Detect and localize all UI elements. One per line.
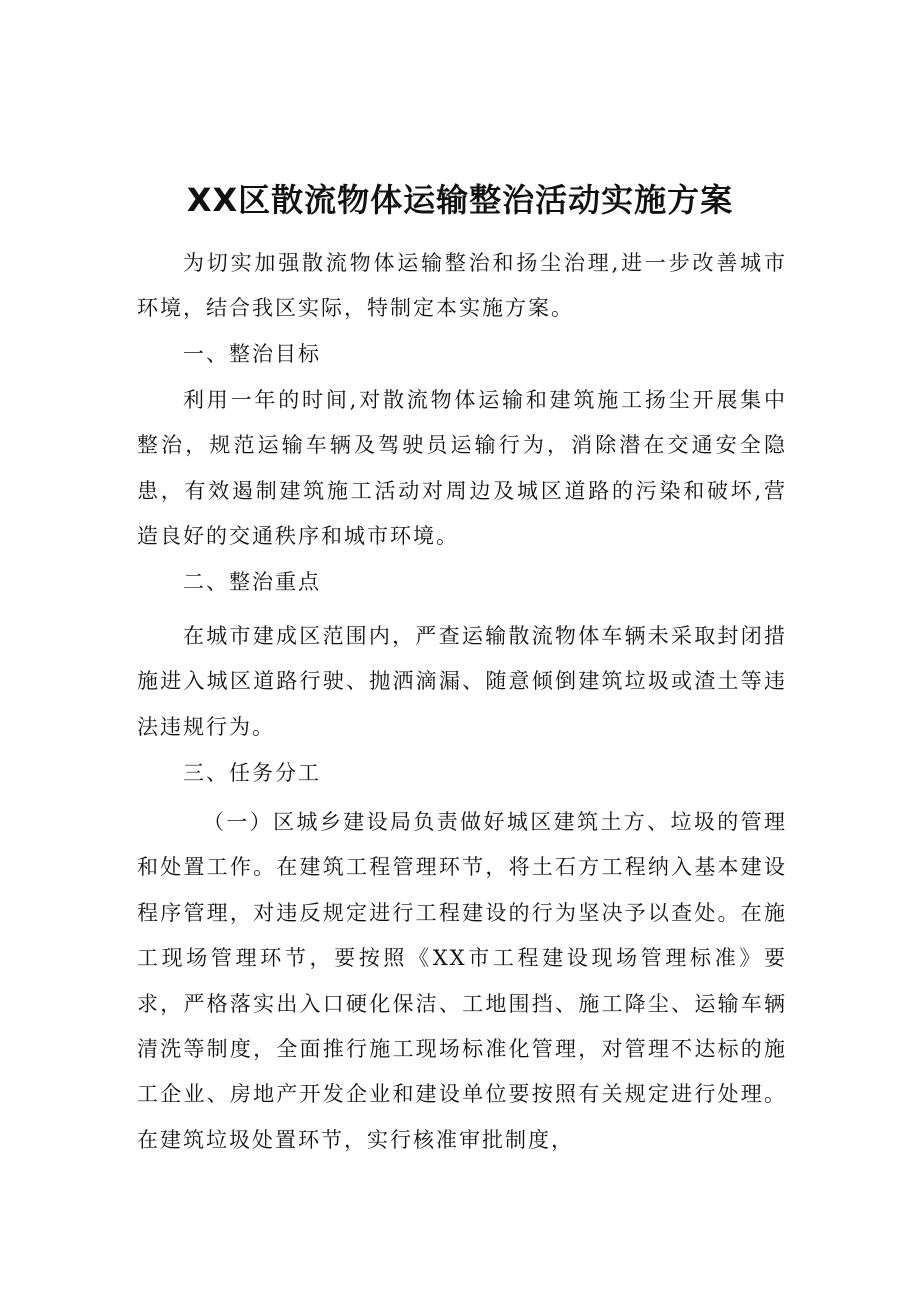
section-tasks-item-1: （一）区城乡建设局负责做好城区建筑土方、垃圾的管理和处置工作。在建筑工程管理环节，将土石方工程纳入基本建设程序管理，对违反规定进行工程建设的行为坚决予以查处。在施工现场管理环节，要按照《XX市工程建设现场管理标准》要求，严格落实出入口硬化保洁、工地围挡、施工降尘、运输车辆清洗等制度，全面推行施工现场标准化管理，对管理不达标的施工企业、房地产开发企业和建设单位要按照有关规定进行处理。在建筑垃圾处置环节，实行核准审批制度， (137, 810, 787, 1152)
intro-paragraph: 为切实加强散流物体运输整治和扬尘治理,进一步改善城市环境，结合我区实际，特制定本实施方案。 (137, 251, 787, 321)
section-heading-focus: 二、整治重点 (183, 570, 321, 594)
section-goals-paragraph: 利用一年的时间,对散流物体运输和建筑施工扬尘开展集中整治，规范运输车辆及驾驶员运输行为，消除潜在交通安全隐患，有效遏制建筑施工活动对周边及城区道路的污染和破坏,营造良好的交通秩序和城市环境。 (137, 388, 787, 549)
section-focus-paragraph: 在城市建成区范围内，严查运输散流物体车辆未采取封闭措施进入城区道路行驶、抛洒滴漏、随意倾倒建筑垃圾或渣土等违法违规行为。 (137, 624, 787, 739)
section-heading-tasks: 三、任务分工 (183, 761, 321, 785)
section-heading-goals: 一、整治目标 (183, 342, 321, 366)
document-title: XX区散流物体运输整治活动实施方案 (186, 181, 734, 219)
